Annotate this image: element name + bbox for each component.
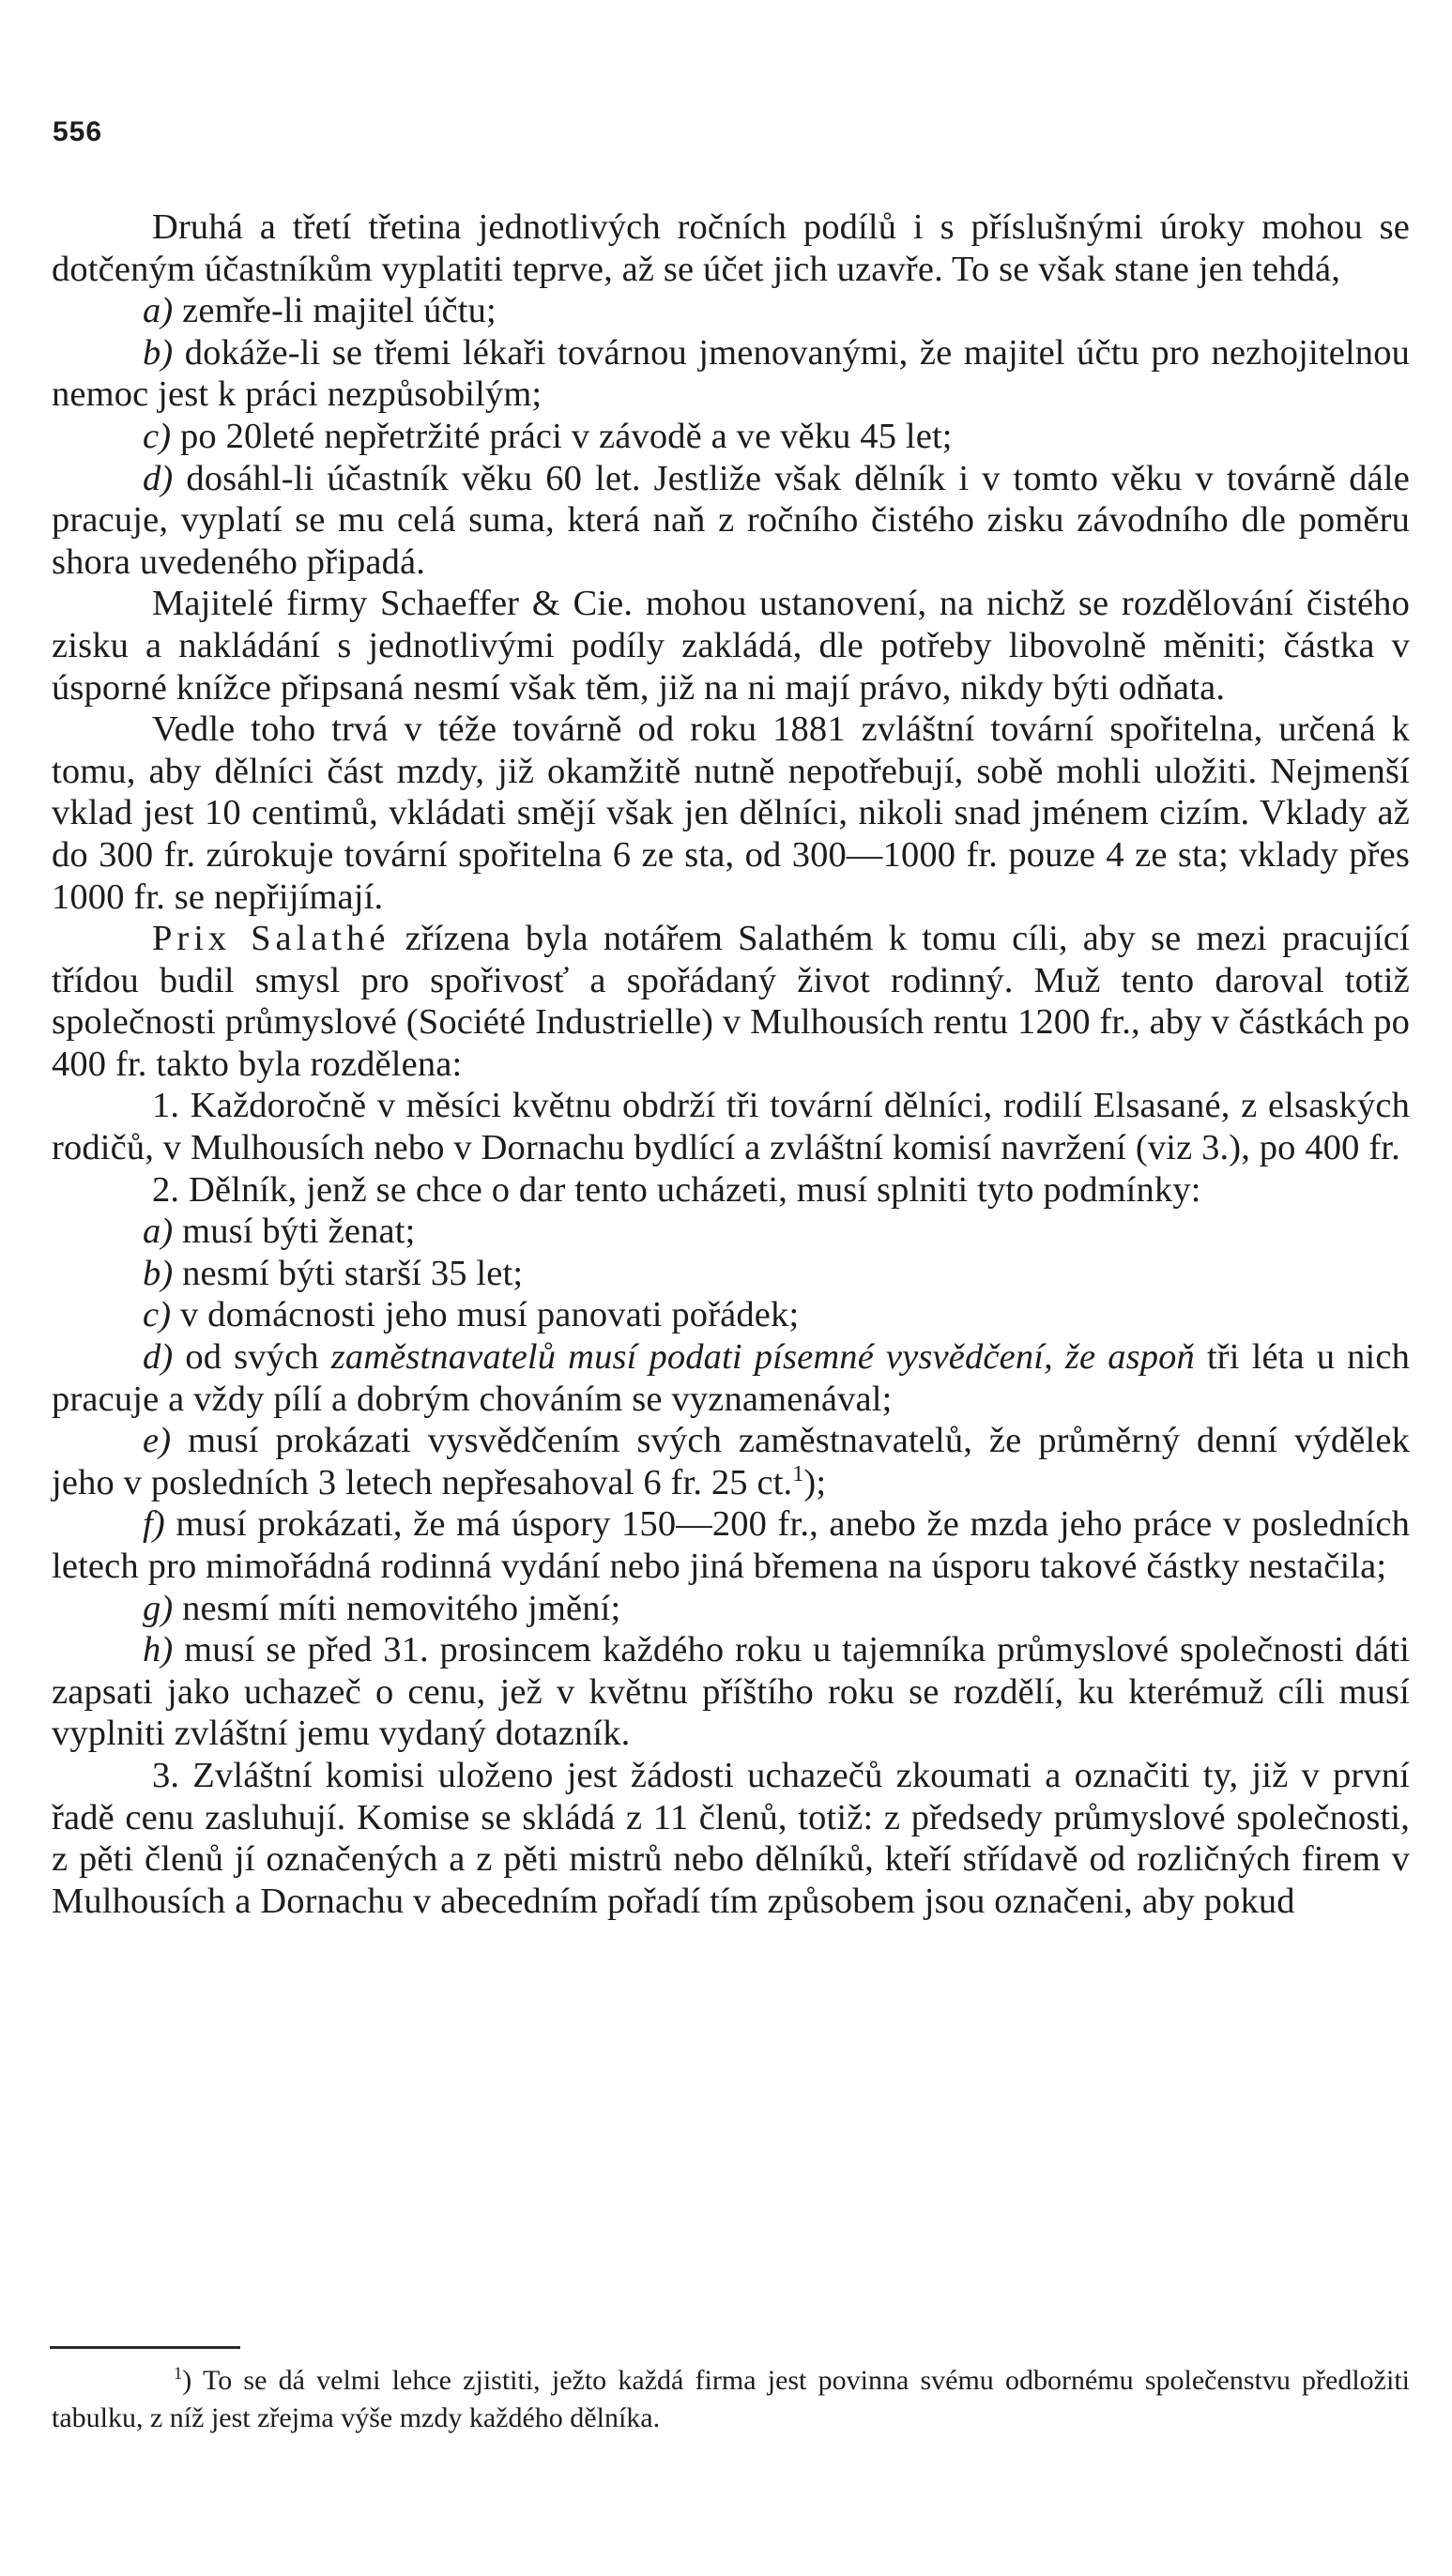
list-marker: b) xyxy=(143,332,174,373)
list-item-text: dokáže-li se třemi lékaři továrnou jmenovanými, že majitel účtu pro nezhojitelnou nemoc jest k práci nezpůsobilým; xyxy=(52,332,1410,415)
condition-text: musí se před 31. prosincem každého roku u tajemníka průmyslové společnosti dáti zapsati jako uchazeč o cenu, jež v květnu příštího roku se rozdělí, ku kterémuž cíli musí vyplniti zvláštní jemu vydaný dotazník. xyxy=(52,1630,1410,1754)
condition-text: nesmí míti nemovitého jmění; xyxy=(182,1588,621,1628)
list-item-text: zemře-li majitel účtu; xyxy=(182,291,497,331)
list-item-c xyxy=(52,416,1410,458)
page-number: 556 xyxy=(53,116,103,147)
body-text xyxy=(52,206,1410,1922)
condition-c xyxy=(52,1294,1410,1336)
condition-text-italic: zaměstnavatelů musí podati písemné vysvědčení, že aspoň xyxy=(330,1337,1195,1378)
condition-text: v domácnosti jeho musí panovati pořádek; xyxy=(180,1295,800,1335)
paragraph-payout: Druhá a třetí třetina jednotlivých ročních podílů i s příslušnými úroky mohou se dotčeným účastníkům vyplatiti teprve, až se účet jich uzavře. To se však stane jen tehdá, xyxy=(52,207,1410,289)
list-item-d xyxy=(52,458,1410,584)
list-marker: d) xyxy=(143,458,174,498)
footnote-reference: 1 xyxy=(792,1461,804,1486)
condition-h xyxy=(52,1629,1410,1755)
list-marker: h) xyxy=(143,1630,174,1670)
condition-b xyxy=(52,1253,1410,1295)
condition-text: musí býti ženat; xyxy=(182,1212,416,1252)
condition-d xyxy=(52,1336,1410,1420)
condition-e xyxy=(52,1420,1410,1503)
list-marker: a) xyxy=(143,291,174,331)
footnote-divider xyxy=(50,2346,240,2349)
condition-text: nesmí býti starší 35 let; xyxy=(182,1253,524,1293)
list-marker: d) xyxy=(143,1337,174,1378)
numbered-item-2: 2. Dělník, jenž se chce o dar tento ucházeti, musí splniti tyto podmínky: xyxy=(152,1169,1201,1210)
paragraph-prix-salathe xyxy=(52,918,1410,1085)
footnote-text: To se dá velmi lehce zjistiti, ježto každá firma jest povinna svému odbornému společenstvu předložiti tabulku, z níž jest zřejma výše mzdy každého dělníka. xyxy=(52,2365,1410,2433)
footnote-marker: 1 xyxy=(174,2364,183,2384)
numbered-item-3: 3. Zvláštní komisi uloženo jest žádosti uchazečů zkoumati a označiti ty, již v první řadě cenu zasluhují. Komise se skládá z 11 členů, totiž: z předsedy průmyslové společnosti, z pěti členů jí označených a z pěti mistrů nebo dělníků, kteří střídavě od rozličných firem v Mulhousích a Dornachu v abecedním pořadí tím způsobem jsou označeni, aby pokud xyxy=(52,1755,1410,1921)
prix-title: Prix Salathé xyxy=(152,919,390,959)
list-marker: g) xyxy=(143,1588,174,1628)
condition-text: tři léta u nich pracuje a vždy pílí a dobrým chováním se vyznamenával; xyxy=(52,1337,1411,1419)
footnote-1: $^1$) To se dá velmi lehce zjistiti, ježto každá firma jest povinna svému odbornému společenstvu předložiti tabulku, z níž jest zřejma výše mzdy každého dělníka. xyxy=(52,2364,1410,2433)
list-marker: f) xyxy=(143,1504,165,1545)
condition-g xyxy=(52,1588,1410,1630)
condition-text: musí prokázati, že má úspory 150—200 fr., anebo že mzda jeho práce v posledních letech pro mimořádná rodinná vydání nebo jiná břemena na úsporu takové částky nestačila; xyxy=(52,1504,1410,1586)
prix-text: zřízena byla notářem Salathém k tomu cíli, aby se mezi pracující třídou budil smysl pro spořivosť a spořádaný život rodinný. Muž tento daroval totiž společnosti průmyslové (Société Industrielle) v Mulhousích rentu 1200 fr., aby v částkách po 400 fr. takto byla rozdělena: xyxy=(52,919,1411,1084)
numbered-item-1: 1. Každoročně v měsíci květnu obdrží tři tovární dělníci, rodilí Elsasané, z elsaských rodičů, v Mulhousích nebo v Dornachu bydlící a zvláštní komisí navržení (viz 3.), po 400 fr. xyxy=(52,1086,1410,1168)
list-marker: a) xyxy=(143,1212,174,1252)
condition-text-tail: ); xyxy=(803,1462,827,1502)
list-item-text: po 20leté nepřetržité práci v závodě a ve věku 45 let; xyxy=(180,416,953,456)
condition-a xyxy=(52,1211,1410,1253)
list-item-text: dosáhl-li účastník věku 60 let. Jestliže však dělník i v tomto věku v továrně dále pracuje, vyplatí se mu celá suma, která naň z ročního čistého zisku závodního dle poměru shora uvedeného připadá. xyxy=(52,458,1410,582)
list-marker: c) xyxy=(143,416,172,456)
list-marker: c) xyxy=(143,1295,172,1335)
paragraph-savings-bank: Vedle toho trvá v téže továrně od roku 1881 zvláštní tovární spořitelna, určená k tomu, aby dělníci část mzdy, již okamžitě nutně nepotřebují, sobě mohli uložiti. Nejmenší vklad jest 10 centimů, vkládati smějí však jen dělníci, nikoli snad jménem cizím. Vklady až do 300 fr. zúrokuje tovární spořitelna 6 ze sta, od 300—1000 fr. pouze 4 ze sta; vklady přes 1000 fr. se nepřijímají. xyxy=(52,709,1410,917)
condition-f xyxy=(52,1503,1410,1587)
paragraph-owners: Majitelé firmy Schaeffer & Cie. mohou ustanovení, na nichž se rozdělování čistého zisku a nakládání s jednotlivými podíly zakládá, dle potřeby libovolně měniti; částka v úsporné knížce připsaná nesmí však těm, již na ni mají právo, nikdy býti odňata. xyxy=(52,584,1410,708)
list-marker: b) xyxy=(143,1253,174,1293)
condition-text-lead: od svých xyxy=(185,1337,319,1378)
list-item-b xyxy=(52,332,1410,416)
footnotes xyxy=(52,2362,1410,2437)
list-marker: e) xyxy=(143,1421,172,1461)
condition-text: musí prokázati vysvědčením svých zaměstnavatelů, že průměrný denní výdělek jeho v posledních 3 letech nepřesahoval 6 fr. 25 ct. xyxy=(52,1421,1410,1502)
list-item-a xyxy=(52,290,1410,332)
